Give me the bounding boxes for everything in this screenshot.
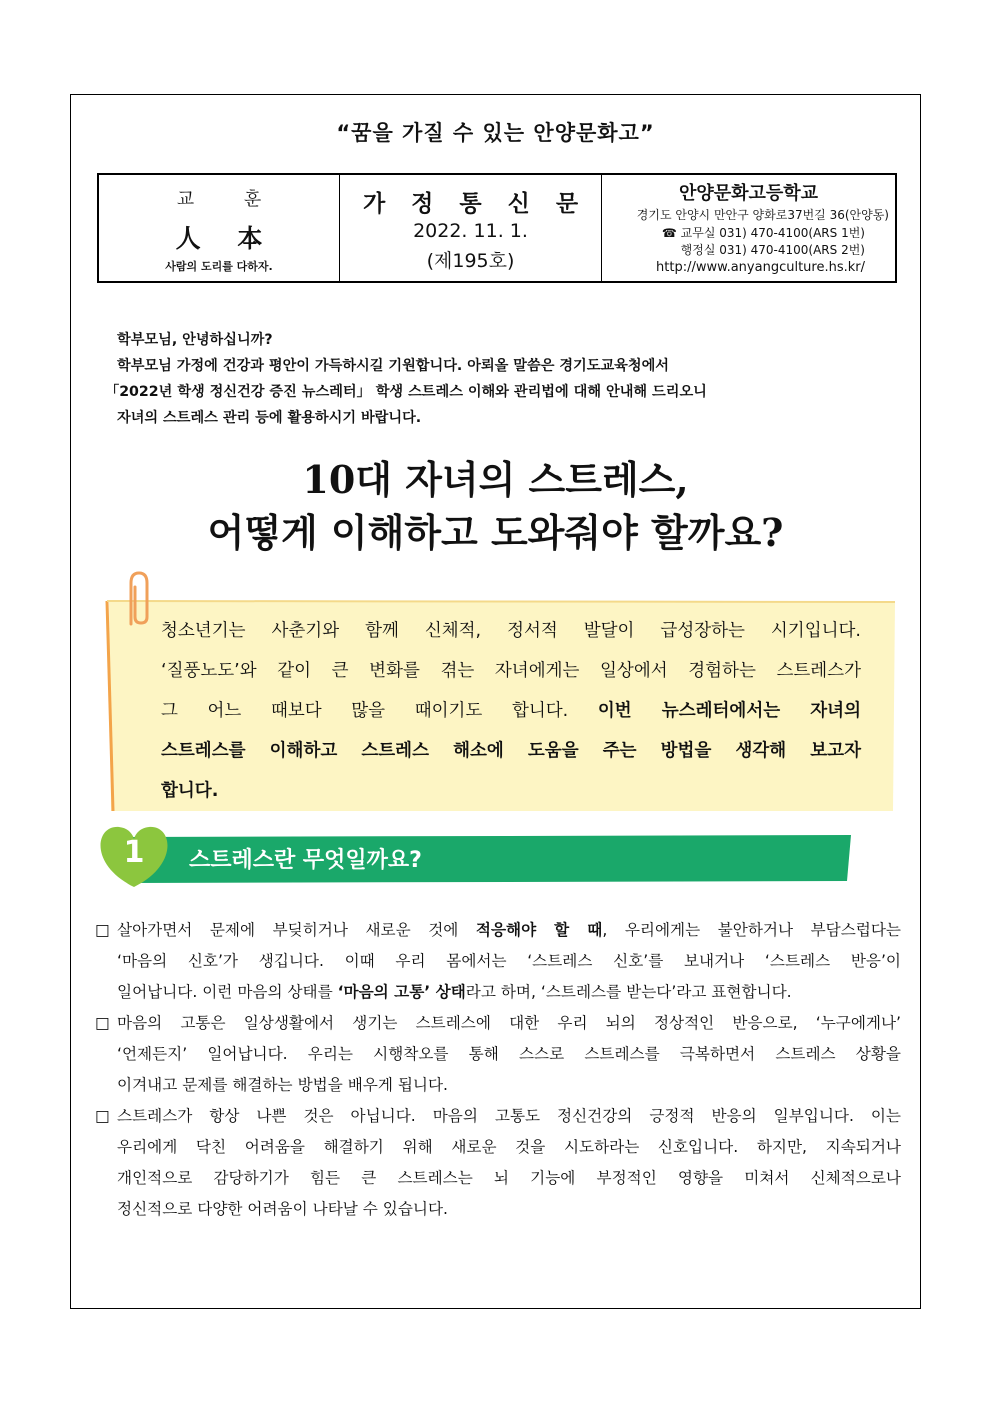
intro-greeting: [105, 327, 893, 431]
main-title: [71, 453, 920, 559]
bullet-list: [95, 915, 901, 1225]
bullet-line: ‘마음의 신호’가 생깁니다. 이때 우리 몸에서는 ‘스트레스 신호’를 보내거나 ‘스트레스 반응’이: [117, 952, 901, 970]
bullet-text: 라고 하며, ‘스트레스를 받는다’라고 표현합니다.: [465, 983, 792, 1001]
school-name: 안양문화고등학교: [678, 183, 819, 204]
checkbox-square-icon: □: [95, 1107, 110, 1125]
main-title-line: 어떻게 이해하고 도와줘야 할까요?: [207, 510, 784, 555]
school-address: 경기도 안양시 만안구 양화로37번길 36(안양동): [636, 208, 889, 222]
newsletter-date: 2022. 11. 1.: [413, 220, 528, 242]
motto-subtitle: 사람의 도리를 다하자.: [165, 260, 273, 273]
intro-line: 자녀의 스트레스 관리 등에 활용하시기 바랍니다.: [117, 410, 422, 426]
note-plain-text: 그 어느 때보다 많을 때이기도 합니다.: [161, 701, 598, 721]
school-tel-admin: 행정실 031) 470-4100(ARS 2번): [680, 243, 865, 257]
intro-line: 학부모님 가정에 건강과 평안이 가득하시길 기원합니다. 아뢰올 말씀은 경기도교육청에서: [117, 358, 669, 374]
intro-note-box: [105, 599, 897, 813]
note-line: 청소년기는 사춘기와 함께 신체적, 정서적 발달이 급성장하는 시기입니다.: [161, 621, 861, 641]
newsletter-issue: (제195호): [426, 250, 515, 272]
bullet-bold-text: 적응해야 할 때: [475, 921, 603, 939]
note-bold-text: 합니다.: [161, 781, 219, 801]
bullet-line: [117, 915, 901, 946]
note-bold-text: 스트레스를 이해하고 스트레스 해소에 도움을 주는 방법을 생각해 보고자: [161, 741, 861, 761]
intro-line: 학부모님, 안녕하십니까?: [117, 332, 273, 348]
bullet-text: , 우리에게는 불안하거나 부담스럽다는: [602, 921, 901, 939]
bullet-item: [95, 915, 901, 1008]
paperclip-icon: [119, 569, 159, 629]
main-title-line: 10대 자녀의 스트레스,: [302, 457, 689, 502]
section-number: 1: [123, 835, 145, 870]
school-info-cell: [601, 175, 895, 281]
bullet-line: 스트레스가 항상 나쁜 것은 아닙니다. 마음의 고통도 정신건강의 긍정적 반응의 일부입니다. 이는: [117, 1107, 901, 1125]
page-frame: [70, 94, 921, 1309]
bullet-line: 우리에게 닥친 어려움을 해결하기 위해 새로운 것을 시도하라는 신호입니다. 하지만, 지속되거나: [117, 1138, 901, 1156]
bullet-item: [95, 1101, 901, 1225]
note-bold-text: 이번 뉴스레터에서는 자녀의: [597, 701, 861, 721]
bullet-text: 일어납니다. 이런 마음의 상태를: [117, 983, 338, 1001]
motto-label: 교 훈: [176, 189, 284, 210]
school-website-link[interactable]: http://www.anyangculture.hs.kr/: [656, 260, 865, 275]
header-table: [97, 173, 897, 283]
school-motto: “꿈을 가질 수 있는 안양문화고”: [336, 121, 655, 145]
checkbox-square-icon: □: [95, 1014, 110, 1032]
newsletter-title: 가 정 통 신 문: [362, 190, 588, 217]
bullet-line: [117, 977, 901, 1008]
bullet-text: 살아가면서 문제에 부딪히거나 새로운 것에: [117, 921, 476, 939]
bullet-line: 개인적으로 감당하기가 힘든 큰 스트레스는 뇌 기능에 부정적인 영향을 미쳐서 신체적으로나: [117, 1169, 901, 1187]
bullet-line: 이겨내고 문제를 해결하는 방법을 배우게 됩니다.: [117, 1076, 449, 1094]
bullet-bold-text: ‘마음의 고통’ 상태: [337, 983, 466, 1001]
note-line: [161, 691, 861, 731]
motto-cell: [99, 175, 339, 281]
bullet-line: ‘언제든지’ 일어납니다. 우리는 시행착오를 통해 스스로 스트레스를 극복하면서 스트레스 상황을: [117, 1045, 901, 1063]
section-header: [99, 823, 859, 893]
school-tel-office: ☎ 교무실 031) 470-4100(ARS 1번): [661, 226, 865, 240]
section-title: 스트레스란 무엇일까요?: [189, 848, 422, 873]
intro-line: 「2022년 학생 정신건강 증진 뉴스레터」 학생 스트레스 이해와 관리법에 대해 안내해 드리오니: [105, 384, 707, 400]
bullet-line: 정신적으로 다양한 어려움이 나타날 수 있습니다.: [117, 1200, 449, 1218]
newsletter-cell: [339, 175, 601, 281]
bullet-line: 마음의 고통은 일상생활에서 생기는 스트레스에 대한 우리 뇌의 정상적인 반응으로, ‘누구에게나’: [117, 1014, 901, 1032]
note-text: [161, 611, 861, 811]
bullet-item: [95, 1008, 901, 1101]
note-line: ‘질풍노도’와 같이 큰 변화를 겪는 자녀에게는 일상에서 경험하는 스트레스가: [161, 661, 861, 681]
motto-value: 人 本: [175, 224, 277, 253]
note-line: [161, 731, 861, 771]
checkbox-square-icon: □: [95, 921, 110, 939]
note-line: [161, 771, 861, 811]
